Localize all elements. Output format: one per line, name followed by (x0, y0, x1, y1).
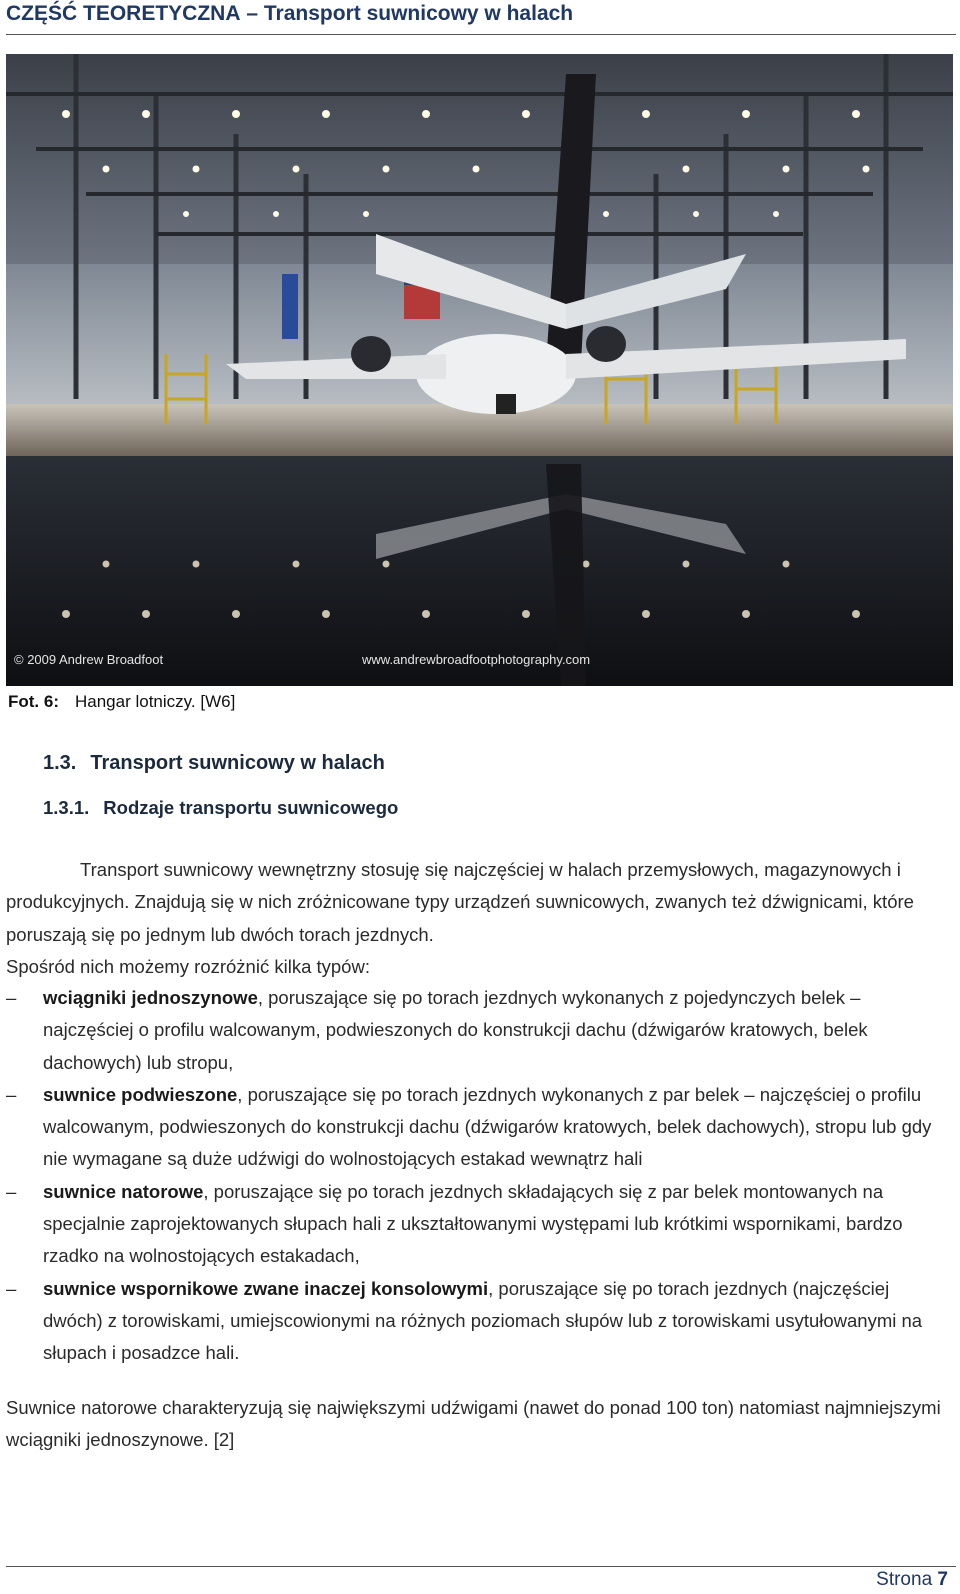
list-item-text: , poruszające się po torach jezdnych wykonanych z par belek – najczęściej o profilu walcowanym, podwieszonych do konstrukcji dachu (dźwigarów kratowych, belek dachowych), stropu lub gdy nie wymagane są duże udźwigi do wolnostojących estakad wewnątrz hali (43, 1083, 932, 1170)
list-item-term: wciągniki jednoszynowe (43, 987, 258, 1008)
header-subtitle: Transport suwnicowy w halach (263, 2, 574, 25)
list-item-text: , poruszające się po torach jezdnych (najczęściej dwóch) z torowiskami, umiejscowionymi na różnych poziomach słupów lub z torowiskami usytułowanymi na słupach i posadzce hali. (43, 1277, 923, 1364)
header-separator: – (246, 2, 259, 25)
caption-label: Fot. 6: (8, 692, 59, 711)
list-item (6, 1273, 952, 1370)
list-marker: – (6, 987, 17, 1008)
section-number: 1.3. (43, 752, 77, 774)
list-item (6, 1176, 952, 1273)
subsection-title: Rodzaje transportu suwnicowego (103, 797, 399, 818)
hangar-photo (6, 54, 953, 686)
list-item-text: , poruszające się po torach jezdnych składających się z par belek montowanych na specjalnie zaprojektowanych słupach hali z ukształtowanymi występami lub krótkimi wspornikami, bardzo rzadko na wolnostojących estakadach, (43, 1180, 903, 1267)
list-marker: – (6, 1180, 17, 1202)
figure-caption (8, 692, 235, 712)
list-item-term: suwnice natorowe (43, 1180, 204, 1202)
photo-watermark-left: © 2009 Andrew Broadfoot (14, 652, 164, 667)
hangar-photo-image (6, 54, 953, 686)
page-header (6, 0, 956, 35)
section-title: Transport suwnicowy w halach (90, 752, 385, 774)
page-footer (6, 1566, 956, 1590)
list-item (6, 1079, 952, 1176)
header-section: CZĘŚĆ TEORETYCZNA (6, 2, 241, 25)
list-item-text: , poruszające się po torach jezdnych wykonanych z pojedynczych belek – najczęściej o profilu walcowanym, podwieszonych do konstrukcji dachu (dźwigarów kratowych, belek dachowych) lub stropu, (43, 987, 868, 1073)
subsection-heading (43, 797, 398, 819)
closing-paragraph: Suwnice natorowe charakteryzują się największymi udźwigami (nawet do ponad 100 ton) natomiast najmniejszymi wciągniki jednoszynowe. [2] (6, 1397, 941, 1451)
intro-paragraph (6, 854, 952, 983)
paragraph-2: Spośród nich możemy rozróżnić kilka typów: (6, 955, 370, 977)
page-number-value: 7 (937, 1569, 948, 1590)
page-label: Strona (876, 1569, 933, 1590)
list-marker: – (6, 1277, 17, 1299)
list-item-term: suwnice podwieszone (43, 1083, 238, 1105)
list-marker: – (6, 1083, 17, 1105)
crane-types-list (6, 982, 952, 1370)
caption-text: Hangar lotniczy. [W6] (75, 692, 236, 711)
paragraph-1: Transport suwnicowy wewnętrzny stosuję się najczęściej w halach przemysłowych, magazynowych i produkcyjnych. Znajdują się w nich zróżnicowane typy urządzeń suwnicowych, zwanych też dźwignicami, które poruszają się po jednym lub dwóch torach jezdnych. (6, 859, 914, 945)
section-heading (43, 752, 385, 775)
photo-watermark-right: www.andrewbroadfootphotography.com (362, 652, 591, 667)
subsection-number: 1.3.1. (43, 797, 90, 818)
list-item (6, 982, 952, 1079)
list-item-term: suwnice wspornikowe zwane inaczej konsolowymi (43, 1277, 489, 1299)
page-number (876, 1569, 948, 1591)
header-title (6, 2, 573, 26)
